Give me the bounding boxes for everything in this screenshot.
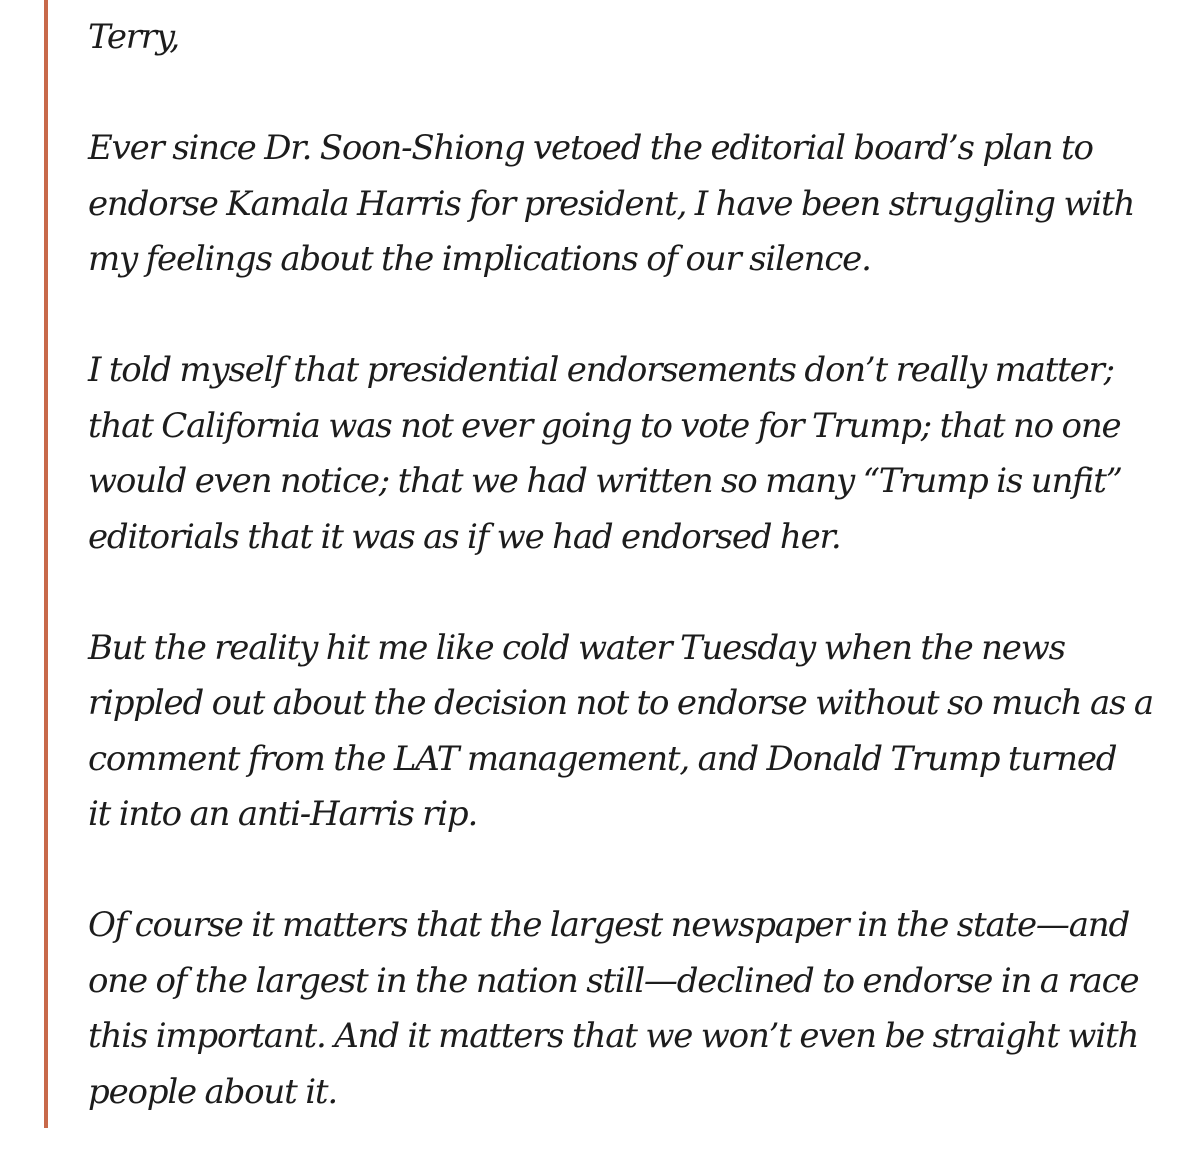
text-line: that California was not ever going to vote for Trump; that no one [88, 405, 1121, 446]
text-line: one of the largest in the nation still—declined to endorse in a race [88, 960, 1139, 1001]
text-line: would even notice; that we had written so many “Trump is unfit” [88, 461, 1122, 501]
blockquote-rule [44, 0, 48, 1128]
text-line: editorials that it was as if we had endorsed her. [88, 516, 841, 557]
letter-quote [88, 10, 1178, 1120]
text-line: comment from the LAT management, and Donald Trump turned [88, 738, 1117, 779]
text-line: my feelings about the implications of our silence. [88, 239, 871, 279]
text-line: Terry, [88, 17, 179, 57]
letter-paragraph-2 [88, 343, 1178, 565]
text-line: Ever since Dr. Soon-Shiong vetoed the editorial board’s plan to [88, 128, 1093, 168]
text-line: it into an anti-Harris rip. [88, 794, 478, 834]
letter-paragraph-1 [88, 121, 1178, 288]
text-line: rippled out about the decision not to endorse without so much as a [88, 683, 1153, 723]
text-line: But the reality hit me like cold water Tuesday when the news [88, 627, 1065, 668]
text-line: endorse Kamala Harris for president, I have been struggling with [88, 183, 1135, 224]
letter-paragraph-3 [88, 621, 1178, 843]
text-line: I told myself that presidential endorsements don’t really matter; [88, 350, 1114, 390]
text-line: this important. And it matters that we won’t even be straight with [88, 1016, 1139, 1056]
letter-salutation [88, 10, 1178, 66]
text-line: people about it. [88, 1071, 337, 1112]
text-line: Of course it matters that the largest newspaper in the state—and [88, 905, 1130, 945]
letter-paragraph-4 [88, 898, 1178, 1120]
